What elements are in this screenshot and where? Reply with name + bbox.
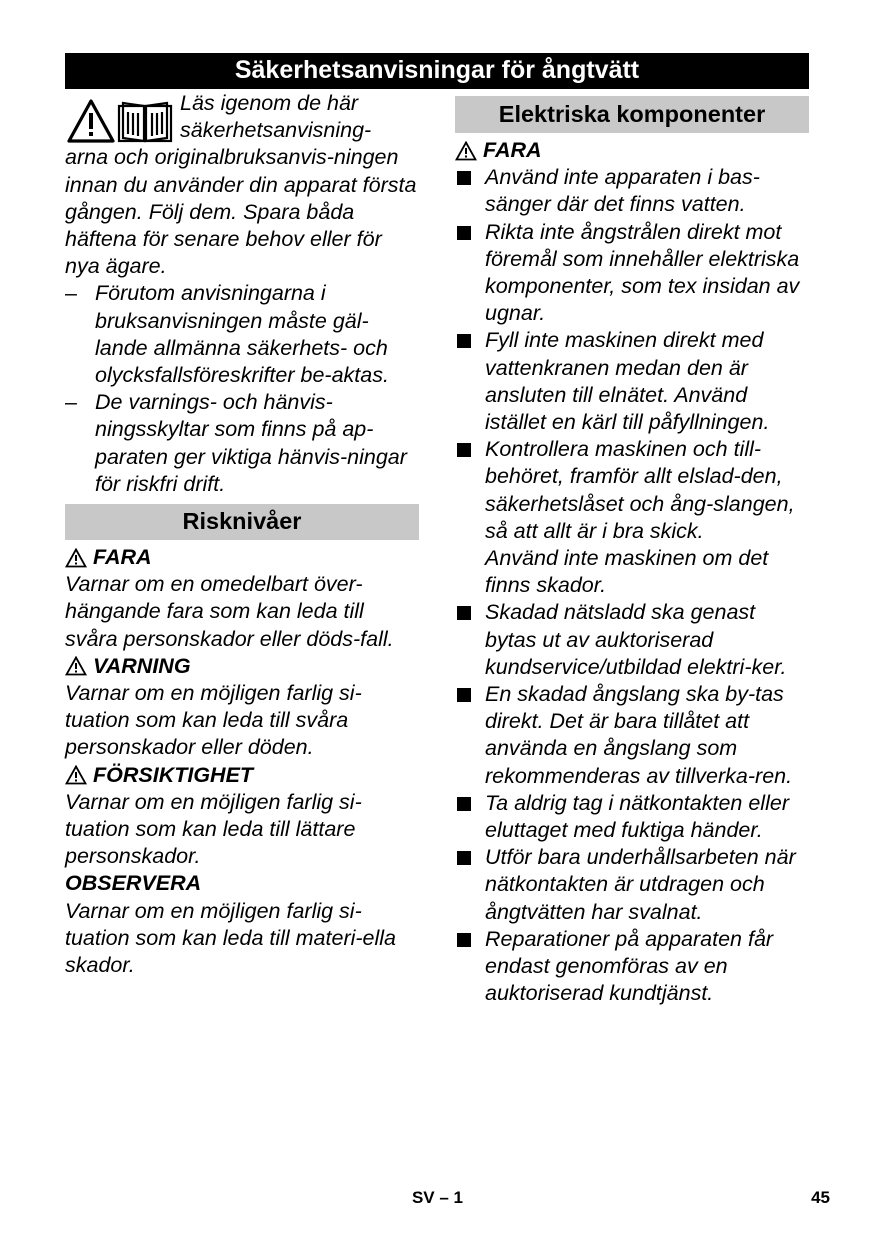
list-item: Kontrollera maskinen och till-behöret, framför allt elslad-den, säkerhetslåset och ång-slangen, så att allt är i bra skick. Använd inte maskinen om det finns skador. (455, 436, 809, 599)
list-item: Ta aldrig tag i nätkontakten eller eluttaget med fuktiga händer. (455, 790, 809, 844)
risk-level-text: Varnar om en möjligen farlig si-tuation som kan leda till svåra personskador eller döden. (65, 681, 362, 760)
danger-label: FARA (483, 138, 542, 162)
list-item: – Förutom anvisningarna i bruksanvisningen måste gäl-lande allmänna säkerhets- och olycksfallsföreskrifter be-aktas. (65, 281, 389, 388)
intro-paragraph (65, 90, 419, 280)
list-item: Fyll inte maskinen direkt med vattenkranen medan den är ansluten till elnätet. Använd istället en kärl till påfyllningen. (455, 327, 809, 436)
risk-level-danger (65, 544, 419, 653)
risk-level-label: FÖRSIKTIGHET (93, 762, 254, 787)
dash-bullet: – (65, 281, 77, 306)
list-item: Reparationer på apparaten får endast genomföras av en auktoriserad kundtjänst. (455, 926, 809, 1008)
left-column (65, 90, 419, 979)
square-bullet-icon (457, 443, 471, 457)
section-heading-electrical: Elektriska komponenter (455, 96, 809, 133)
risk-level-text: Varnar om en möjligen farlig si-tuation som kan leda till lättare personskador. (65, 789, 362, 869)
warning-triangle-icon (455, 141, 477, 161)
list-item: Använd inte apparaten i bas-sänger där det finns vatten. (455, 164, 809, 218)
risk-level-text: Varnar om en omedelbart över-hängande fara som kan leda till svåra personskador eller döds-fall. (65, 572, 394, 651)
intro-text-first: Läs igenom de här säkerhetsanvisning- (180, 91, 372, 143)
warning-triangle-icon (69, 101, 113, 141)
list-item: Rikta inte ångstrålen direkt mot föremål som innehåller elektriska komponenter, som tex insidan av ugnar. (455, 219, 809, 328)
square-bullet-icon (457, 226, 471, 240)
warning-triangle-icon (65, 656, 87, 676)
risk-level-label: VARNING (93, 653, 191, 678)
square-bullet-icon (457, 933, 471, 947)
square-bullet-icon (457, 334, 471, 348)
square-bullet-icon (457, 797, 471, 811)
risk-level-caution (65, 762, 419, 871)
risk-level-label: OBSERVERA (65, 871, 202, 896)
square-bullet-icon (457, 688, 471, 702)
section-heading-risk-levels: Risknivåer (65, 504, 419, 540)
footer-section-label: SV – 1 (411, 1188, 464, 1207)
warning-triangle-icon (65, 765, 87, 785)
danger-heading (455, 137, 809, 164)
risk-level-warning (65, 653, 419, 762)
list-item: Skadad nätsladd ska genast bytas ut av auktoriserad kundservice/utbildad elektri-ker. (455, 599, 809, 681)
intro-text-rest: arna och originalbruksanvis-ningen innan du använder din apparat första gången. Följ dem. Spara båda häftena för senare behov eller för nya ägare. (65, 145, 417, 279)
warning-triangle-icon (65, 548, 87, 568)
square-bullet-icon (457, 171, 471, 185)
warning-and-manual-icon (67, 98, 173, 144)
risk-level-label: FARA (93, 545, 152, 570)
square-bullet-icon (457, 851, 471, 865)
risk-level-notice (65, 870, 419, 979)
manual-book-icon (119, 103, 171, 141)
list-item: En skadad ångslang ska by-tas direkt. Det är bara tillåtet att använda en ångslang som rekommenderas av tillverka-ren. (455, 681, 809, 790)
list-item: Utför bara underhållsarbeten när nätkontakten är utdragen och ångtvätten har svalnat. (455, 844, 809, 926)
page-title: Säkerhetsanvisningar för ångtvätt (65, 53, 809, 89)
right-column (455, 90, 809, 1008)
dash-bullet: – (65, 390, 77, 415)
dash-list (65, 280, 419, 498)
square-bullet-icon (457, 606, 471, 620)
electrical-list (455, 164, 809, 1007)
list-item: – De varnings- och hänvis-ningsskyltar som finns på ap-paraten ger viktiga hänvis-ningar för riskfri drift. (65, 390, 407, 496)
list-item-note: Använd inte maskinen om det finns skador. (485, 546, 769, 598)
risk-level-text: Varnar om en möjligen farlig si-tuation som kan leda till materi-ella skador. (65, 898, 397, 978)
page-number: 45 (811, 1188, 830, 1207)
